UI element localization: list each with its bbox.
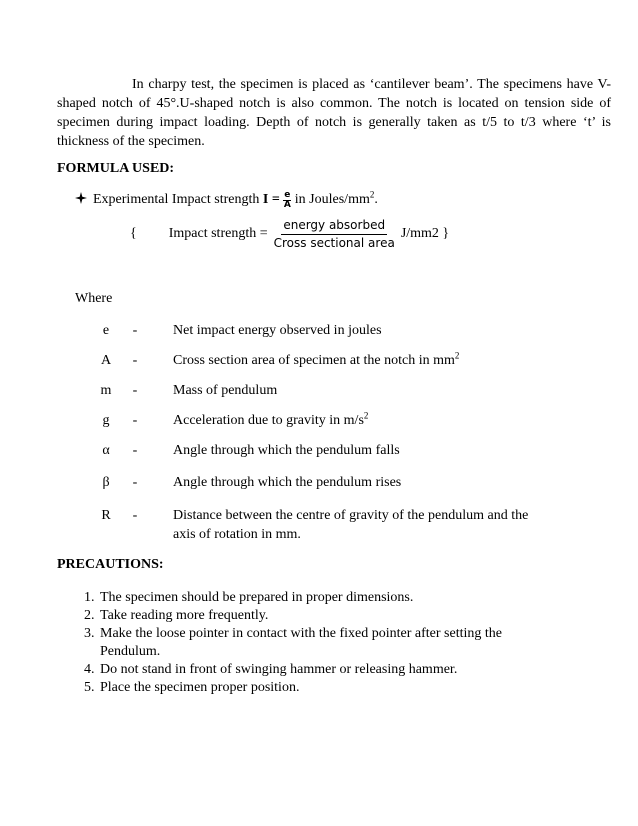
- definition-symbol: R: [101, 508, 111, 523]
- fraction-numerator: e: [284, 189, 291, 200]
- definition-text: Angle through which the pendulum rises: [173, 475, 402, 490]
- definition-dash: -: [132, 443, 138, 458]
- definition-text: Net impact energy observed in joules: [173, 323, 382, 338]
- list-item: 2. Take reading more frequently.: [84, 608, 269, 623]
- fraction-denominator: A: [283, 199, 291, 210]
- intro-paragraph: In charpy test, the specimen is placed as ‘cantilever beam’. The specimens have V-shaped notch of 45°.U-shaped notch is also common. The notch is located on tension side of specimen during impact loading. Depth of notch is generally taken as t/5 to t/3 where ‘t’ is thickness of the specimen.: [57, 77, 611, 149]
- alt-formula-fraction: [272, 218, 397, 251]
- definition-symbol: e: [102, 323, 110, 338]
- definition-text: Angle through which the pendulum falls: [173, 443, 400, 458]
- alt-formula-units: J/mm2 }: [400, 226, 450, 241]
- definition-dash: -: [132, 475, 138, 490]
- definition-text: Cross section area of specimen at the notch in $mm^2$: [173, 350, 460, 368]
- definition-symbol: α: [102, 443, 110, 458]
- definition-text: Acceleration due to gravity in $m/s^2$: [173, 410, 369, 428]
- definition-symbol: m: [100, 383, 112, 398]
- definition-symbol: β: [102, 475, 110, 490]
- diamond-bullet-icon: [75, 190, 87, 210]
- definition-symbol: A: [100, 353, 112, 368]
- list-item: 3. Make the loose pointer in contact with the fixed pointer after setting the Pendulum.: [84, 626, 502, 659]
- definition-text: Distance between the centre of gravity of the pendulum and the axis of rotation in mm.: [173, 508, 529, 542]
- formula-symbol: I =: [262, 192, 280, 207]
- list-item: 1. The specimen should be prepared in proper dimensions.: [84, 590, 414, 605]
- formula-line: [75, 190, 378, 210]
- precautions-list: [84, 589, 544, 697]
- alt-formula-label: Impact strength =: [168, 226, 268, 241]
- definition-dash: -: [132, 383, 138, 398]
- definition-text: Mass of pendulum: [173, 383, 278, 398]
- open-brace: {: [130, 226, 137, 241]
- formula-label: Experimental Impact strength: [93, 192, 260, 207]
- where-label: Where: [75, 291, 113, 306]
- alt-fraction-numerator: energy absorbed: [281, 218, 387, 235]
- definition-dash: -: [132, 508, 138, 523]
- precautions-heading: PRECAUTIONS:: [57, 557, 164, 572]
- definition-symbol: g: [102, 413, 110, 428]
- alt-fraction-denominator: Cross sectional area: [273, 235, 395, 250]
- definition-dash: -: [132, 323, 138, 338]
- list-item: 5. Place the specimen proper position.: [84, 680, 300, 695]
- definition-dash: -: [132, 353, 138, 368]
- formula-fraction: [283, 191, 292, 210]
- formula-units: in Joules/$mm^2$.: [294, 189, 378, 207]
- definition-dash: -: [132, 413, 138, 428]
- alt-formula-line: [130, 214, 449, 254]
- formula-heading: FORMULA USED:: [57, 161, 175, 176]
- list-item: 4. Do not stand in front of swinging hammer or releasing hammer.: [84, 662, 458, 677]
